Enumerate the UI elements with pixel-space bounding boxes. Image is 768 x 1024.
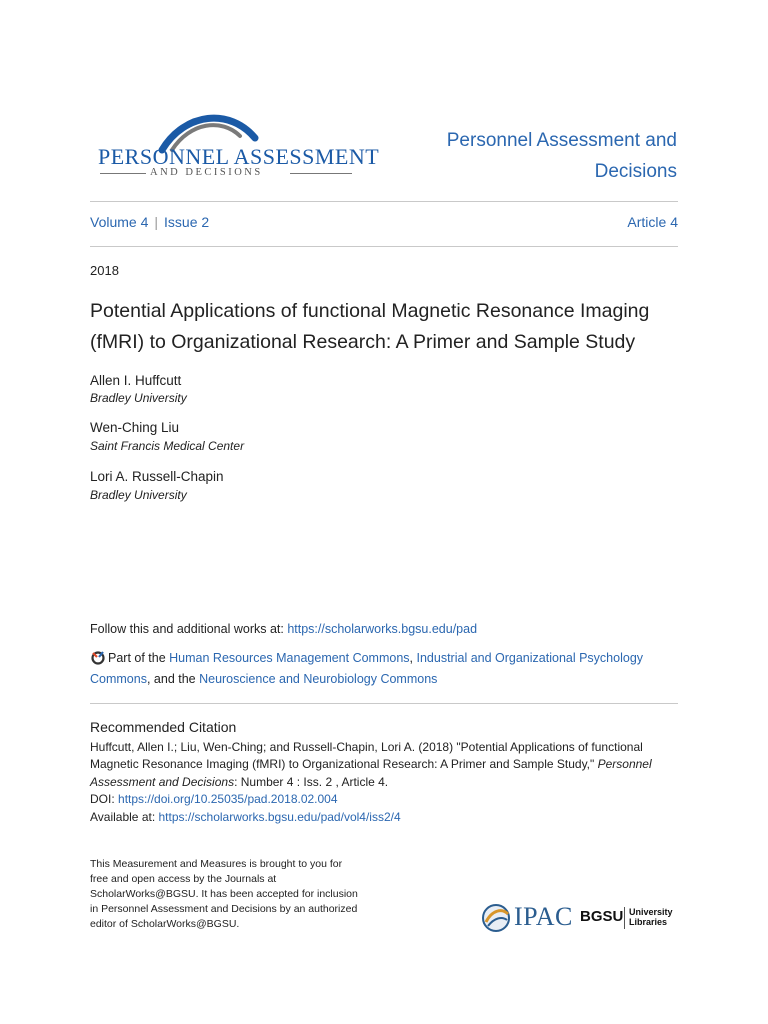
logo-title-text: PERSONNEL ASSESSMENT	[98, 144, 380, 169]
header-divider	[90, 201, 678, 202]
issue-link[interactable]: Issue 2	[164, 214, 210, 230]
io-psychology-commons-link[interactable]: Industrial and Organizational Psychology	[416, 651, 644, 665]
comma-separator: ,	[409, 651, 417, 665]
author-affiliation: Bradley University	[90, 488, 187, 502]
citation-journal-italic: Personnel	[597, 757, 652, 772]
neuroscience-commons-link[interactable]: Neuroscience and Neurobiology Commons	[199, 671, 438, 686]
bgsu-subtitle-line2: Libraries	[629, 917, 668, 927]
access-note	[90, 857, 390, 932]
access-note-line: ScholarWorks@BGSU. It has been accepted for inclusion	[90, 888, 358, 900]
access-note-line: free and open access by the Journals at	[90, 873, 277, 885]
journal-title-line1: Personnel Assessment and	[446, 130, 677, 151]
open-access-icon	[90, 649, 106, 665]
journal-title-line2: Decisions	[594, 161, 677, 182]
author-affiliation: Saint Francis Medical Center	[90, 439, 245, 453]
author-name: Lori A. Russell-Chapin	[90, 469, 224, 484]
access-note-line: This Measurement and Measures is brought to you for	[90, 858, 343, 870]
citation-line2	[90, 756, 680, 773]
citation-doi	[90, 791, 680, 808]
follow-text: Follow this and additional works at:	[90, 622, 288, 636]
citation-line1: Huffcutt, Allen I.; Liu, Wen-Ching; and Russell-Chapin, Lori A. (2018) "Potential Applications of functional	[90, 740, 643, 754]
doi-link[interactable]: https://doi.org/10.25035/pad.2018.02.004	[118, 792, 338, 807]
author-name: Wen-Ching Liu	[90, 420, 180, 435]
globe-icon	[480, 902, 512, 934]
paper-title-line2: (fMRI) to Organizational Research: A Primer and Sample Study	[90, 331, 636, 353]
logo-subtitle-text: AND DECISIONS	[150, 167, 263, 178]
doi-label: DOI:	[90, 792, 119, 807]
publication-year: 2018	[90, 263, 119, 278]
logo-divider-left	[100, 173, 146, 174]
bgsu-subtitle-line1: University	[629, 907, 673, 917]
follow-link[interactable]: https://scholarworks.bgsu.edu/pad	[287, 622, 478, 636]
citation-line3	[90, 774, 680, 791]
author-affiliation: Bradley University	[90, 391, 187, 405]
citation-text	[90, 739, 680, 826]
issue-navigation	[90, 214, 678, 230]
article-link[interactable]: Article 4	[627, 214, 678, 230]
issue-separator: |	[154, 214, 159, 230]
available-link[interactable]: https://scholarworks.bgsu.edu/pad/vol4/iss2/4	[158, 809, 401, 824]
bgsu-subtitle	[629, 907, 673, 927]
journal-title-link[interactable]	[377, 125, 677, 187]
issue-divider	[90, 246, 678, 247]
access-note-line: in Personnel Assessment and Decisions by an authorized	[90, 903, 358, 915]
citation-divider	[90, 703, 678, 704]
citation-line2-text: Magnetic Resonance Imaging (fMRI) to Organizational Research: A Primer and Sample Study,"	[90, 757, 598, 772]
access-note-line: editor of ScholarWorks@BGSU.	[90, 918, 240, 930]
and-the-text: , and the	[146, 671, 200, 686]
part-of-commons	[90, 648, 690, 689]
bgsu-libraries-logo[interactable]	[580, 905, 680, 935]
paper-title-line1: Potential Applications of functional Magnetic Resonance Imaging	[90, 300, 650, 322]
ipac-logo[interactable]	[480, 900, 580, 936]
part-of-prefix: Part of the	[108, 651, 170, 665]
recommended-citation-heading: Recommended Citation	[90, 719, 237, 735]
author-name: Allen I. Huffcutt	[90, 373, 182, 388]
hr-commons-link[interactable]: Human Resources Management Commons	[169, 651, 410, 665]
logo-divider-right	[290, 173, 352, 174]
ipac-text: IPAC	[514, 902, 573, 931]
bgsu-text: BGSU	[580, 908, 624, 925]
journal-logo[interactable]	[90, 110, 380, 182]
follow-line	[90, 622, 477, 636]
io-psychology-commons-link-cont[interactable]: Commons	[90, 671, 147, 686]
paper-title	[90, 296, 690, 358]
citation-available	[90, 809, 680, 826]
volume-link[interactable]: Volume 4	[90, 214, 149, 230]
bgsu-divider	[624, 907, 625, 929]
citation-issue-text: : Number 4 : Iss. 2 , Article 4.	[234, 774, 389, 789]
citation-journal-italic-cont: Assessment and Decisions	[90, 774, 235, 789]
available-label: Available at:	[90, 809, 159, 824]
